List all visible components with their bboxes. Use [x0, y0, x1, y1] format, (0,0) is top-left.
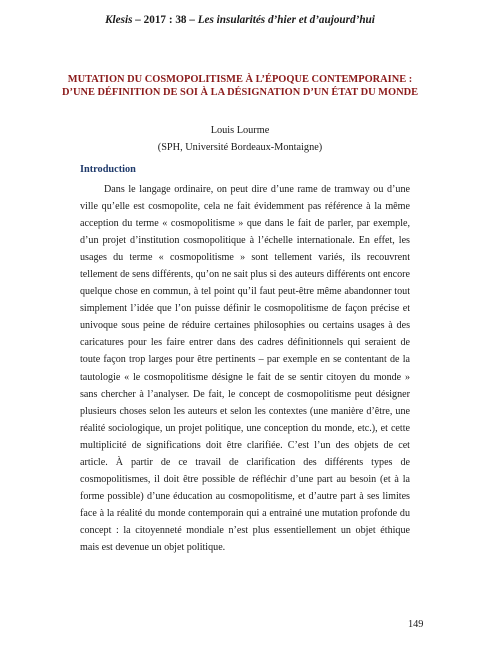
body-paragraph: Dans le langage ordinaire, on peut dire d’une rame de tramway ou d’une ville qu’elle est cosmopolite, cela ne fait évidemment pas référence à la même acception du terme « cosmopolitisme » que dans le fait de parler, par exemple, d’un projet d’institution cosmopolitique à l’échelle internationale. En effet, les usages du terme « cosmopolitisme » sont tellement variés, ils recouvrent tellement de sens différents, qu’on ne sait plus si des auteurs différents ont encore quelque chose en commun, à tel point qu’il faut peut-être même abandonner tout simplement l’idée que l’on puisse définir le cosmopolitisme de façon précise et univoque sous peine de réduire certaines philosophies ou certains usages à des caricatures pour les faire entrer dans des cadres définitionnels qui seraient de toute façon trop larges pour être pertinents – par exemple en se contentant de la tautologie « le cosmopolitisme désigne le fait de se sentir citoyen du monde » sans chercher à l’analyser. De fait, le concept de cosmopolitisme peut désigner plusieurs choses selon les auteurs et selon les contextes (une manière d’être, une réalité sociologique, un projet politique, une conception du monde, etc.), et cette multiplicité de significations doit être clarifiée. C’est l’un des objets de cet article. À partir de ce travail de clarification des différents types de cosmopolitismes, il doit être possible de réfléchir d’une part au besoin (et à la forme possible) d’une éducation au cosmopolitisme, et d’autre part à ses limites face à la réalité du monde contemporain qui a entrainé une mutation profonde du concept : la citoyenneté mondiale n’est plus essentiellement un objet éthique mais est devenue un objet politique.: [80, 184, 410, 553]
section-heading: Introduction: [80, 164, 136, 175]
journal-suffix: – Les insularités d’hier et d’aujourd’hui: [186, 14, 375, 26]
article-title: MUTATION DU COSMOPOLITISME À L’ÉPOQUE CONTEMPORAINE : D’UNE DÉFINITION DE SOI À LA DÉSIGNATION D’UN ÉTAT DU MONDE: [61, 74, 419, 98]
running-header: [0, 14, 480, 26]
author-name: Louis Lourme: [210, 125, 270, 136]
page-number: 149: [408, 619, 424, 630]
journal-issue: 2017 : 38: [143, 14, 187, 26]
journal-prefix: Klesis –: [105, 14, 144, 26]
author-affiliation: (SPH, Université Bordeaux-Montaigne): [157, 142, 323, 153]
